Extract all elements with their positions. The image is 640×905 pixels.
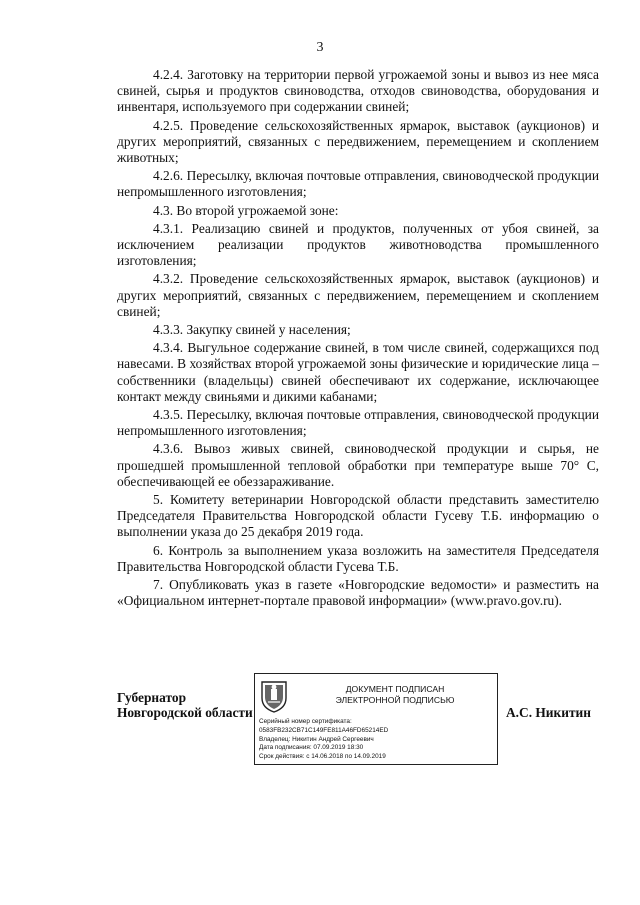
signatory-position-line2: Новгородской области [117, 705, 253, 720]
page-number: 3 [316, 40, 324, 55]
paragraph-7: 7. Опубликовать указ в газете «Новгородские ведомости» и разместить на «Официальном интернет-портале правовой информации» (www.pravo.gov.ru). [117, 577, 599, 609]
stamp-owner: Владелец: Никитин Андрей Сергеевич [259, 735, 374, 743]
stamp-title [295, 684, 495, 706]
stamp-validity: Срок действия: с 14.06.2018 по 14.09.2019 [259, 753, 386, 761]
stamp-details [259, 718, 495, 762]
signatory-position-line1: Губернатор [117, 690, 187, 705]
signatory-position [117, 690, 253, 720]
paragraph-4-3-5: 4.3.5. Пересылку, включая почтовые отправления, свиноводческой продукции непромышленного изготовления; [117, 407, 599, 439]
paragraph-4-3-6: 4.3.6. Вывоз живых свиней, свиноводческой продукции и сырья, не прошедшей промышленной тепловой обработки при температуре выше 70° С, обеспечивающей ее обеззараживание. [117, 441, 599, 489]
paragraph-4-2-4: 4.2.4. Заготовку на территории первой угрожаемой зоны и вывоз из нее мяса свиней, сырья и продуктов свиноводства, отходов свиноводства, оборудования и инвентаря, используемого при содержании свиней; [117, 67, 599, 115]
paragraph-4-3: 4.3. Во второй угрожаемой зоне: [153, 202, 339, 218]
stamp-serial-label: Серийный номер сертификата: [259, 718, 352, 725]
electronic-signature-stamp [254, 673, 498, 765]
stamp-title-line2: ЭЛЕКТРОННОЙ ПОДПИСЬЮ [335, 695, 455, 705]
document-body [117, 67, 599, 612]
paragraph-4-3-2: 4.3.2. Проведение сельскохозяйственных ярмарок, выставок (аукционов) и других мероприятий, связанных с передвижением, перемещением и скоплением свиней; [117, 271, 599, 319]
stamp-serial: 0583FB232CB71C149FE811A46FD65214ED [259, 726, 389, 734]
stamp-title-line1: ДОКУМЕНТ ПОДПИСАН [345, 684, 445, 694]
paragraph-4-3-1: 4.3.1. Реализацию свиней и продуктов, полученных от убоя свиней, за исключением реализации продуктов животноводства промышленного изготовления; [117, 220, 599, 269]
paragraph-4-3-4: 4.3.4. Выгульное содержание свиней, в том числе свиней, содержащихся под навесами. В хозяйствах второй угрожаемой зоны физические и юридические лица – собственники (владельцы) свиней обеспечивают их содержание, исключающее контакт между свиньями и дикими кабанами; [117, 340, 599, 404]
coat-of-arms-icon [259, 678, 289, 714]
paragraph-4-2-5: 4.2.5. Проведение сельскохозяйственных ярмарок, выставок (аукционов) и других мероприятий, связанных с передвижением, перемещением и скоплением животных; [117, 117, 599, 166]
paragraph-4-3-3: 4.3.3. Закупку свиней у населения; [153, 322, 351, 338]
stamp-sign-date: Дата подписания: 07.09.2019 18:30 [259, 744, 364, 752]
paragraph-5: 5. Комитету ветеринарии Новгородской области представить заместителю Председателя Правительства Новгородской области Гусеву Т.Б. информацию о выполнении указа до 25 декабря 2019 года. [117, 492, 599, 540]
paragraph-6: 6. Контроль за выполнением указа возложить на заместителя Председателя Правительства Новгородской области Гусева Т.Б. [117, 542, 599, 574]
paragraph-4-2-6: 4.2.6. Пересылку, включая почтовые отправления, свиноводческой продукции непромышленного изготовления; [117, 168, 599, 200]
signatory-name: А.С. Никитин [506, 705, 591, 720]
